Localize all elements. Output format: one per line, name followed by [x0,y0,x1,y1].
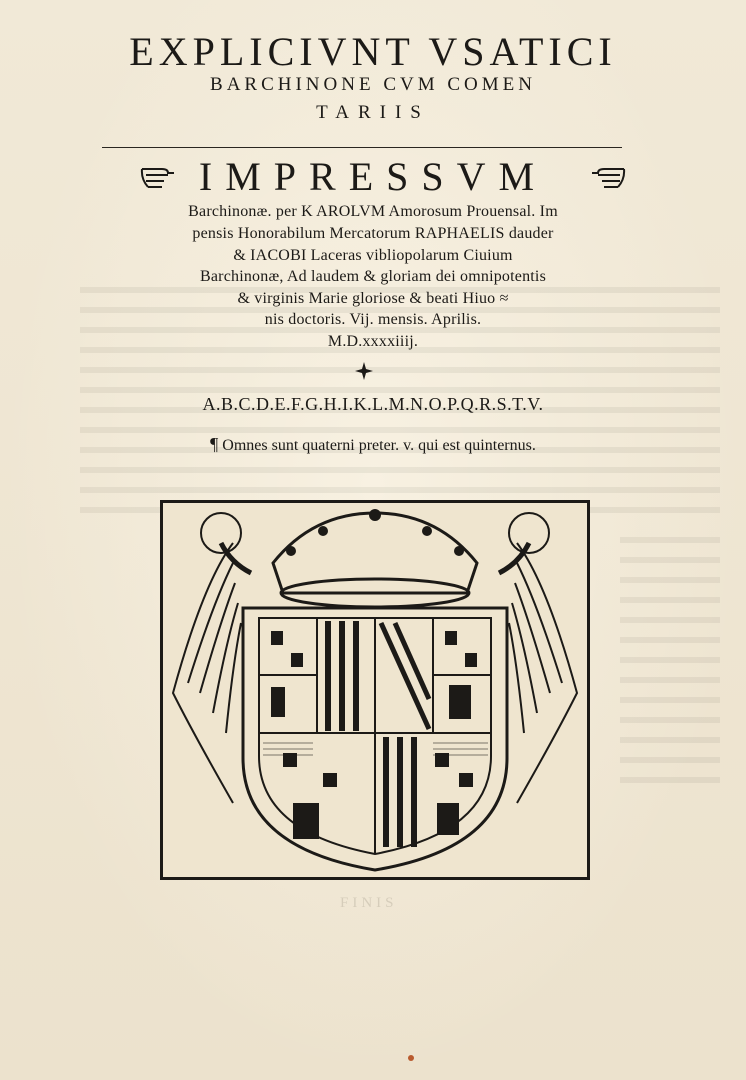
colophon-line-3: & IACOBI Laceras vibliopolarum Ciuium [233,247,513,264]
register-note-text: Omnes sunt quaterni preter. v. qui est quinternus. [222,437,536,454]
colophon-line-5: & virginis Marie gloriose & beati Hiuo ≈ [237,290,509,307]
explicit-title: EXPLICIVNT VSATICI [129,29,617,74]
register-signatures: A.B.C.D.E.F.G.H.I.K.L.M.N.O.P.Q.R.S.T.V. [202,394,544,414]
register-note [0,434,746,455]
colophon-line-2: pensis Honorabilum Mercatorum RAPHAELIS dauder [192,225,554,242]
show-through-finis-left: FINIS [340,895,398,911]
horizontal-rule [102,147,622,148]
cross-pattee-icon [355,362,373,380]
explicit-subtitle-end: TARIIS [316,102,430,123]
colophon-line-4: Barchinonæ, Ad laudem & gloriam dei omnipotentis [200,268,546,285]
colophon-date: M.D.xxxxiiij. [327,333,419,350]
explicit-subtitle: BARCHINONE CVM COMEN [210,74,536,95]
double-headed-eagle-arms-icon [163,503,587,877]
colophon-line-1: Barchinonæ. per K AROLVM Amorosum Prouensal. Im [188,203,558,220]
colophon-line-6: nis doctoris. Vij. mensis. Aprilis. [264,311,482,328]
impressum-heading: IMPRESSVM [198,154,548,199]
ink-stain [408,1055,414,1061]
coat-of-arms-woodcut [160,500,590,880]
paragraph-mark-icon: ¶ [210,434,219,454]
